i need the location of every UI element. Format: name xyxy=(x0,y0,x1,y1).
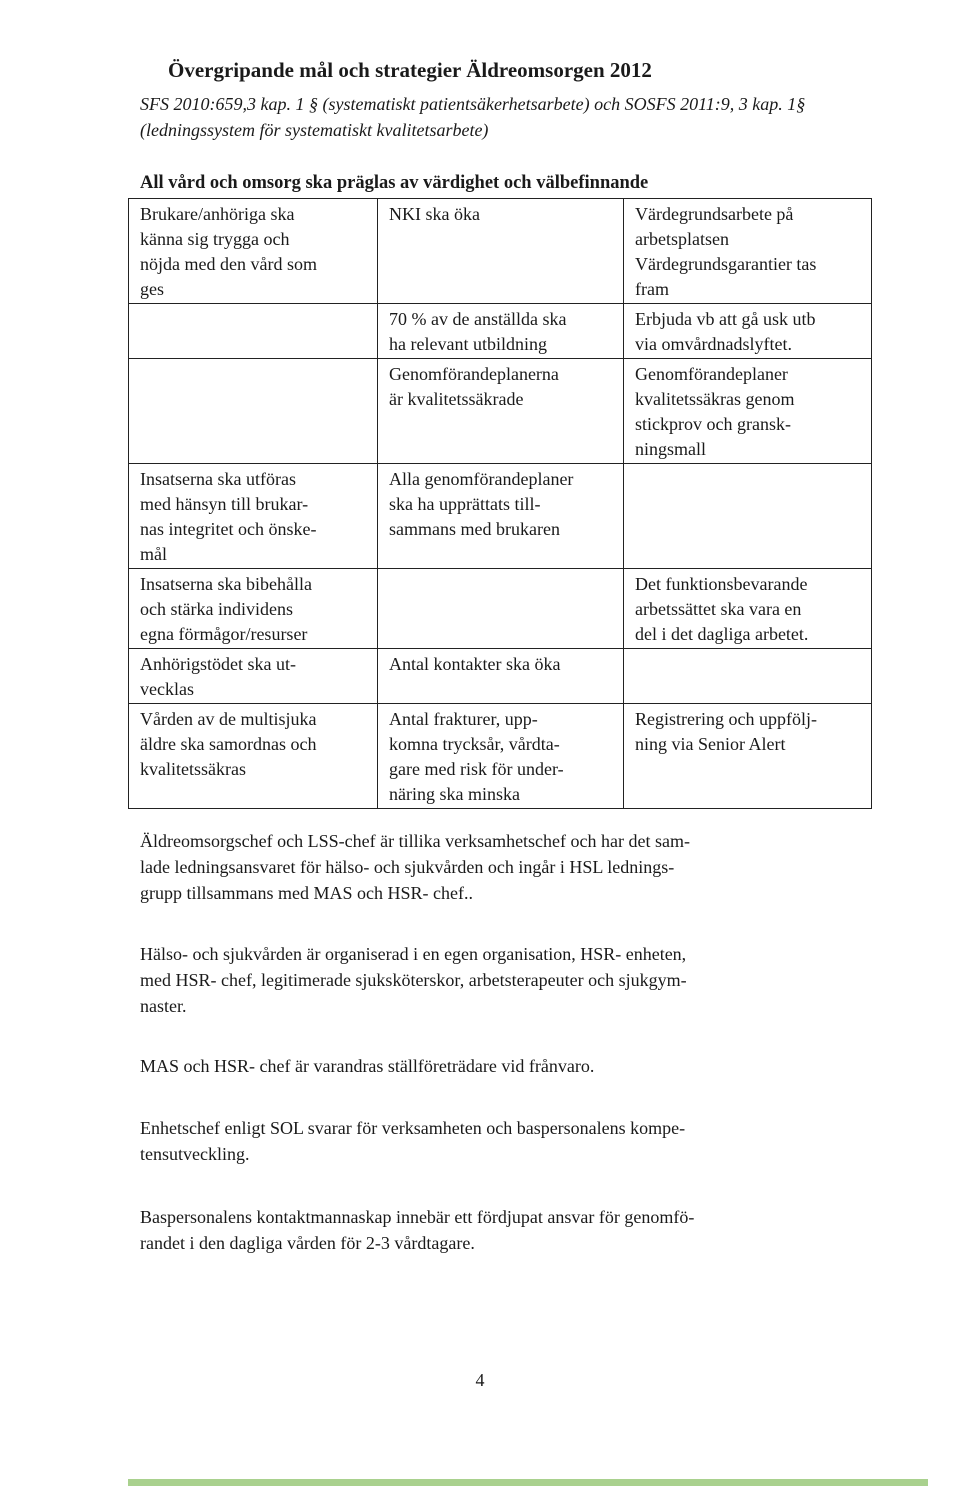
table-cell-indicator: Genomförandeplanerna är kvalitetssäkrade xyxy=(378,359,624,464)
table-cell-indicator: Antal frakturer, upp- komna trycksår, vårdta- gare med risk för under- näring ska minska xyxy=(378,704,624,809)
table-cell-goal: Vården av de multisjuka äldre ska samordnas och kvalitetssäkras xyxy=(129,704,378,809)
table-cell-goal xyxy=(129,304,378,359)
table-cell-indicator: NKI ska öka xyxy=(378,199,624,304)
table-cell-goal xyxy=(129,359,378,464)
table-cell-indicator: 70 % av de anställda ska ha relevant utbildning xyxy=(378,304,624,359)
paragraph-contact-person: Baspersonalens kontaktmannaskap innebär ett fördjupat ansvar för genomfö- randet i den dagliga vården för 2-3 vårdtagare. xyxy=(140,1207,695,1253)
table-cell-indicator xyxy=(378,569,624,649)
table-cell-strategy: Värdegrundsarbete på arbetsplatsen Värdegrundsgarantier tas fram xyxy=(624,199,872,304)
page-number: 4 xyxy=(475,1370,485,1390)
goals-table xyxy=(128,198,872,809)
paragraph-deputy: MAS och HSR- chef är varandras ställföreträdare vid frånvaro. xyxy=(140,1056,595,1076)
paragraph-organisation: Hälso- och sjukvården är organiserad i en egen organisation, HSR- enheten, med HSR- chef, legitimerade sjuksköterskor, arbetsterapeuter och sjukgym- naster. xyxy=(140,944,687,1016)
table-cell-goal: Insatserna ska bibehålla och stärka individens egna förmågor/resurser xyxy=(129,569,378,649)
page-title: Övergripande mål och strategier Äldreomsorgen 2012 xyxy=(168,58,652,82)
table-cell-strategy: Erbjuda vb att gå usk utb via omvårdnadslyftet. xyxy=(624,304,872,359)
table-cell-strategy: Det funktionsbevarande arbetssättet ska vara en del i det dagliga arbetet. xyxy=(624,569,872,649)
table-row xyxy=(129,199,872,304)
table-cell-goal: Insatserna ska utföras med hänsyn till brukar- nas integritet och önske- mål xyxy=(129,464,378,569)
table-row xyxy=(129,359,872,464)
table-cell-indicator: Antal kontakter ska öka xyxy=(378,649,624,704)
table-row xyxy=(129,569,872,649)
table-cell-strategy: Registrering och uppfölj- ning via Senior Alert xyxy=(624,704,872,809)
table-heading: All vård och omsorg ska präglas av värdighet och välbefinnande xyxy=(140,173,649,193)
table-row xyxy=(129,304,872,359)
table-cell-goal: Anhörigstödet ska ut- vecklas xyxy=(129,649,378,704)
paragraph-management: Äldreomsorgschef och LSS-chef är tillika verksamhetschef och har det sam- lade ledningsansvaret för hälso- och sjukvården och ingår i HSL lednings- grupp tillsammans med MAS och HSR- chef.. xyxy=(140,831,690,903)
regulation-reference: SFS 2010:659,3 kap. 1 § (systematiskt patientsäkerhetsarbete) och SOSFS 2011:9, 3 kap. 1§ (ledningssystem för systematiskt kvalitetsarbete) xyxy=(140,94,806,140)
table-row xyxy=(129,464,872,569)
paragraph-unit-manager: Enhetschef enligt SOL svarar för verksamheten och baspersonalens kompe- tensutveckling. xyxy=(140,1118,686,1164)
footer-line xyxy=(128,1479,928,1486)
table-cell-goal: Brukare/anhöriga ska känna sig trygga och nöjda med den vård som ges xyxy=(129,199,378,304)
table-cell-indicator: Alla genomförandeplaner ska ha upprättats till- sammans med brukaren xyxy=(378,464,624,569)
table-cell-strategy xyxy=(624,649,872,704)
table-row xyxy=(129,649,872,704)
table-cell-strategy xyxy=(624,464,872,569)
table-row xyxy=(129,704,872,809)
table-cell-strategy: Genomförandeplaner kvalitetssäkras genom stickprov och gransk- ningsmall xyxy=(624,359,872,464)
